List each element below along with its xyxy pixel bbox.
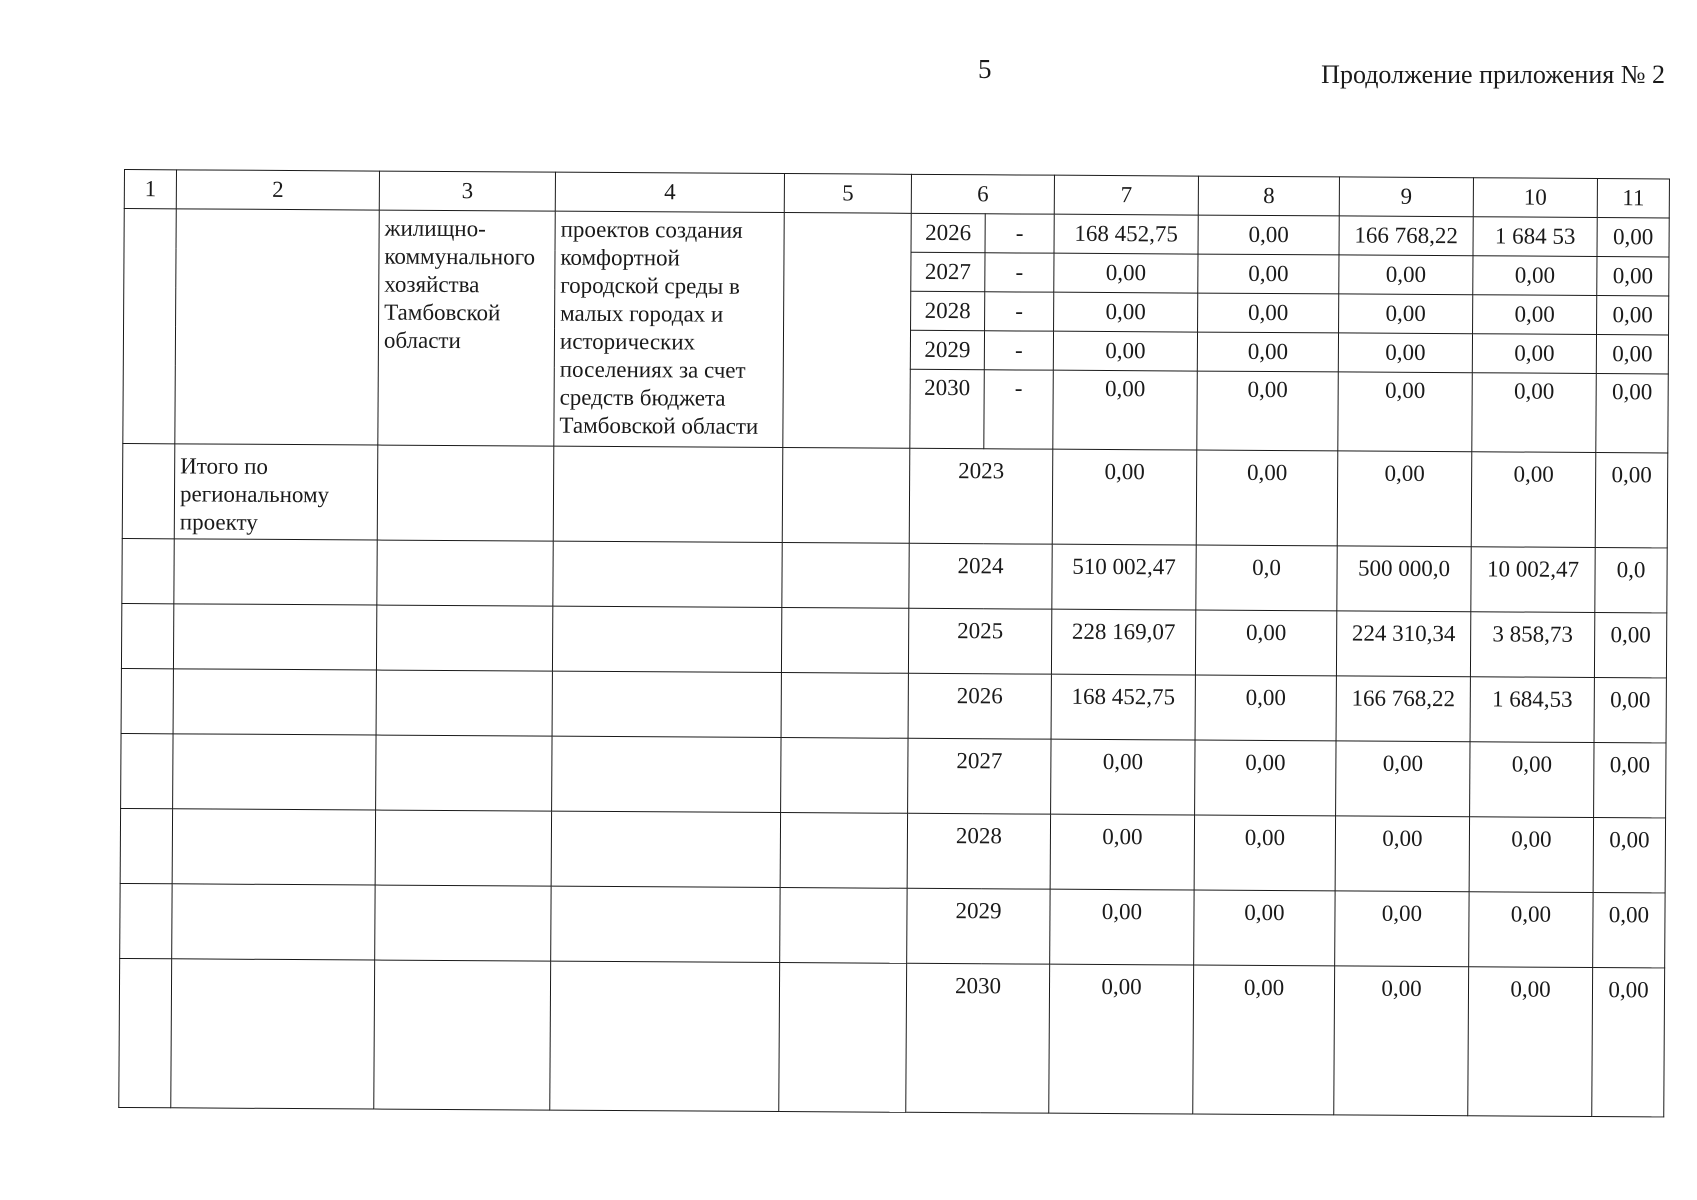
empty-cell [171,959,375,1109]
total-label: Итого по региональному проекту [174,444,378,540]
value-cell: 0,00 [1053,331,1197,371]
event-name-cell: проектов создания комфортной городской среды в малых городах и исторических поселениях за счет средств бюджета Тамбовской области [554,211,784,447]
empty-cell [783,213,911,449]
empty-cell [122,443,175,538]
empty-cell [173,734,376,810]
value-cell: 168 452,75 [1051,674,1195,740]
dash-cell: - [985,292,1054,331]
dash-cell: - [984,370,1053,449]
value-cell: 0,00 [1597,256,1669,295]
value-cell: 0,00 [1336,741,1470,817]
empty-cell [375,810,551,886]
value-cell: 0,00 [1468,967,1593,1117]
value-cell: 0,00 [1339,255,1473,295]
year-cell: 2028 [907,813,1050,889]
table-row [124,209,1669,257]
column-number: 8 [1198,176,1339,216]
empty-cell [119,958,172,1107]
value-cell: 0,00 [1195,610,1336,676]
empty-cell [173,669,376,735]
year-cell: 2030 [910,369,984,448]
total-row [121,733,1666,817]
column-number: 2 [176,170,379,210]
value-cell: 224 310,34 [1336,611,1470,677]
value-cell: 0,00 [1198,293,1339,333]
value-cell: 0,00 [1197,332,1338,372]
value-cell: 0,00 [1595,452,1668,547]
value-cell: 0,00 [1472,334,1596,374]
value-cell: 1 684,53 [1470,677,1594,743]
value-cell: 0,00 [1471,452,1596,548]
empty-cell [552,671,781,737]
empty-cell [374,960,551,1110]
value-cell: 0,00 [1338,372,1472,452]
value-cell: 0,00 [1334,966,1469,1116]
value-cell: 500 000,0 [1337,546,1471,612]
empty-cell [781,738,908,814]
value-cell: 0,00 [1335,891,1469,967]
total-row [122,538,1667,612]
value-cell: 0,00 [1054,292,1198,332]
year-cell: 2026 [911,213,985,252]
empty-cell [552,606,781,672]
budget-table [119,169,1669,1068]
total-row [121,668,1666,742]
empty-cell [781,673,908,739]
value-cell: 0,00 [1194,815,1335,891]
value-cell: 0,0 [1595,547,1667,612]
value-cell: 166 768,22 [1339,216,1473,256]
empty-cell [376,605,552,671]
empty-cell [120,808,172,883]
value-cell: 1 684 53 [1473,217,1597,257]
value-cell: 0,00 [1193,965,1335,1115]
value-cell: 10 002,47 [1471,547,1595,613]
column-number: 4 [555,172,784,212]
empty-cell [123,209,176,444]
empty-cell [553,541,782,607]
value-cell: 0,00 [1050,814,1194,890]
responsible-executor-cell: жилищно-коммунального хозяйства Тамбовской области [378,210,555,446]
value-cell: 0,00 [1054,253,1198,293]
empty-cell [377,540,553,606]
empty-cell [172,884,375,960]
empty-cell [780,888,907,964]
value-cell: 0,00 [1473,256,1597,296]
total-row [120,883,1665,967]
column-number: 1 [124,170,176,209]
value-cell: 3 858,73 [1470,612,1594,678]
empty-cell [375,885,551,961]
value-cell: 0,00 [1052,449,1197,545]
empty-cell [782,543,909,609]
value-cell: 0,00 [1596,334,1668,373]
value-cell: 0,00 [1195,740,1336,816]
value-cell: 0,00 [1592,967,1665,1116]
year-cell: 2027 [911,252,985,291]
empty-cell [376,670,552,736]
empty-cell [553,446,783,542]
dash-cell: - [984,331,1053,370]
value-cell: 0,00 [1593,817,1665,892]
value-cell: 0,00 [1337,451,1472,547]
value-cell: 0,00 [1596,373,1668,452]
value-cell: 0,00 [1597,218,1669,257]
value-cell: 0,00 [1469,817,1593,893]
empty-cell [120,883,172,958]
value-cell: 0,0 [1196,545,1337,611]
year-cell: 2029 [910,330,984,369]
empty-cell [122,538,174,603]
dash-cell: - [985,253,1054,292]
empty-cell [121,733,173,808]
value-cell: 0,00 [1197,371,1338,451]
year-cell: 2029 [907,888,1050,964]
value-cell: 0,00 [1338,333,1472,373]
year-cell: 2026 [908,673,1051,739]
value-cell: 168 452,75 [1054,214,1198,254]
empty-cell [782,448,910,544]
column-number: 3 [379,171,555,211]
value-cell: 0,00 [1597,295,1669,334]
column-number: 11 [1597,179,1669,218]
value-cell: 0,00 [1473,295,1597,335]
value-cell: 228 169,07 [1051,609,1195,675]
empty-cell [780,813,907,889]
column-number: 6 [911,174,1054,214]
value-cell: 166 768,22 [1336,676,1470,742]
column-number: 7 [1054,175,1198,215]
empty-cell [552,736,781,812]
value-cell: 0,00 [1195,675,1336,741]
dash-cell: - [985,214,1054,253]
value-cell: 0,00 [1594,612,1666,677]
empty-cell [175,209,379,445]
value-cell: 0,00 [1198,215,1339,255]
total-row [122,443,1668,547]
column-number: 9 [1339,177,1473,217]
empty-cell [550,961,780,1111]
value-cell: 0,00 [1594,677,1666,742]
value-cell: 0,00 [1049,964,1194,1114]
year-cell: 2030 [906,963,1050,1113]
empty-cell [172,809,375,885]
empty-cell [779,963,907,1113]
value-cell: 0,00 [1196,450,1338,546]
value-cell: 510 002,47 [1052,544,1196,610]
value-cell: 0,00 [1194,890,1335,966]
value-cell: 0,00 [1594,742,1666,817]
year-cell: 2027 [908,738,1051,814]
empty-cell [121,603,173,668]
page-number: 5 [978,54,992,84]
year-cell: 2023 [909,448,1053,544]
empty-cell [376,735,552,811]
value-cell: 0,00 [1593,892,1665,967]
total-row [121,603,1666,677]
value-cell: 0,00 [1198,254,1339,294]
value-cell: 0,00 [1470,742,1594,818]
year-cell: 2025 [908,608,1051,674]
value-cell: 0,00 [1053,370,1197,450]
value-cell: 0,00 [1050,889,1194,965]
empty-cell [551,811,780,887]
column-number: 5 [784,174,911,214]
total-row [120,808,1665,892]
empty-cell [377,445,554,541]
appendix-title: Продолжение приложения № 2 [1321,60,1665,89]
empty-cell [121,668,173,733]
total-row [119,958,1665,1116]
column-number: 10 [1473,178,1597,218]
year-cell: 2028 [911,291,985,330]
empty-cell [781,608,908,674]
value-cell: 0,00 [1339,294,1473,334]
value-cell: 0,00 [1335,816,1469,892]
empty-cell [174,539,377,605]
value-cell: 0,00 [1472,373,1596,453]
value-cell: 0,00 [1469,892,1593,968]
empty-cell [551,886,780,962]
year-cell: 2024 [909,543,1052,609]
value-cell: 0,00 [1051,739,1195,815]
empty-cell [173,604,376,670]
